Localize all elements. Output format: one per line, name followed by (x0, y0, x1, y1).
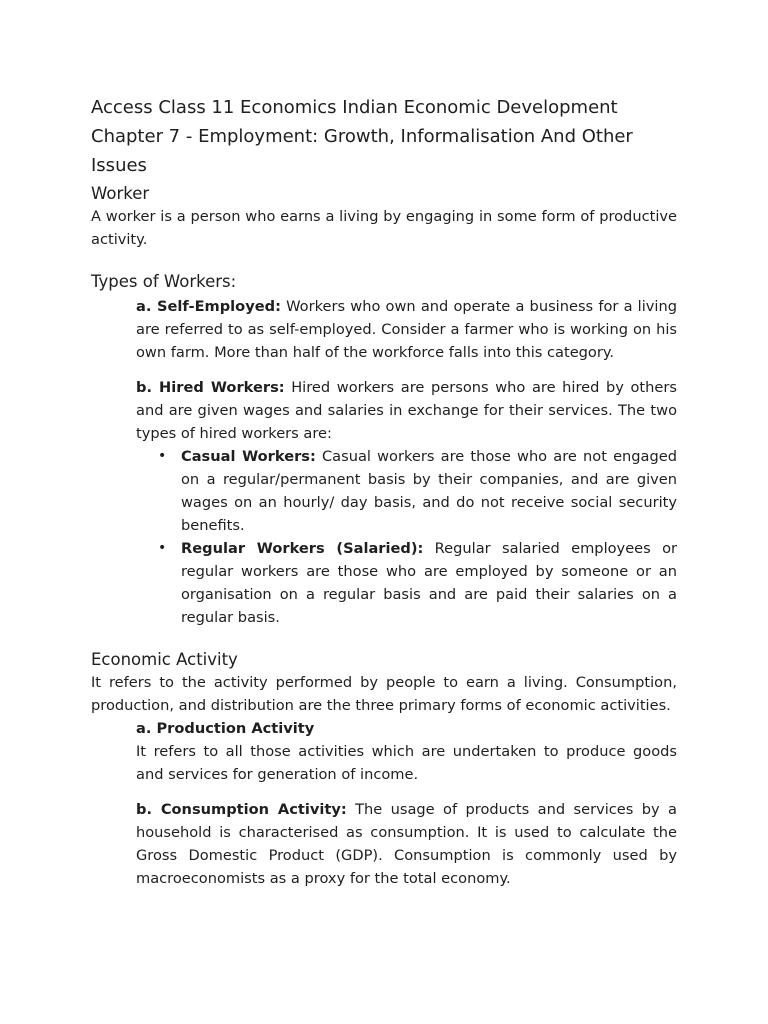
section-heading-types-of-workers: Types of Workers: (91, 272, 237, 291)
hired-workers-paragraph (136, 376, 677, 445)
casual-workers-text: Casual workers are those who are not engaged on a regular/permanent basis by their companies, and are given wages on an hourly/ day basis, and do not receive social security benefits. (181, 448, 678, 534)
consumption-activity-text: The usage of products and services by a household is characterised as consumption. It is used to calculate the Gross Domestic Product (GDP). Consumption is commonly used by macroeconomists as a proxy for the total economy. (136, 801, 677, 887)
section-heading-worker: Worker (91, 184, 150, 203)
consumption-activity-label: b. Consumption Activity: (136, 801, 347, 818)
hired-workers-text: Hired workers are persons who are hired by others and are given wages and salaries in exchange for their services. The two types of hired workers are: (136, 379, 677, 442)
document-page (91, 93, 677, 890)
bullet-icon: • (158, 448, 167, 464)
hired-worker-types-list (136, 445, 677, 629)
self-employed-label: a. Self-Employed: (136, 298, 281, 315)
hired-workers-label: b. Hired Workers: (136, 379, 285, 396)
self-employed-paragraph (136, 295, 677, 364)
regular-workers-label: Regular Workers (Salaried): (181, 540, 424, 557)
bullet-icon: • (158, 540, 167, 556)
self-employed-text: Workers who own and operate a business for a living are referred to as self-employed. Consider a farmer who is working on his own farm. More than half of the workforce falls into this category. (136, 298, 677, 361)
economic-activity-definition: It refers to the activity performed by people to earn a living. Consumption, production, and distribution are the three primary forms of economic activities. (91, 674, 677, 714)
list-item (136, 537, 677, 629)
casual-workers-label: Casual Workers: (181, 448, 316, 465)
regular-workers-text: Regular salaried employees or regular workers are those who are employed by someone or an organisation on a regular basis and are paid their salaries on a regular basis. (181, 540, 677, 626)
list-item (136, 445, 677, 537)
worker-definition: A worker is a person who earns a living by engaging in some form of productive activity. (91, 208, 677, 248)
production-activity-label: a. Production Activity (136, 720, 315, 737)
section-heading-economic-activity: Economic Activity (91, 650, 238, 669)
page-title: Access Class 11 Economics Indian Economic Development Chapter 7 - Employment: Growth, Informalisation And Other Issues (91, 97, 633, 176)
production-activity-text: It refers to all those activities which are undertaken to produce goods and services for generation of income. (136, 743, 677, 783)
consumption-activity-paragraph (136, 798, 677, 890)
